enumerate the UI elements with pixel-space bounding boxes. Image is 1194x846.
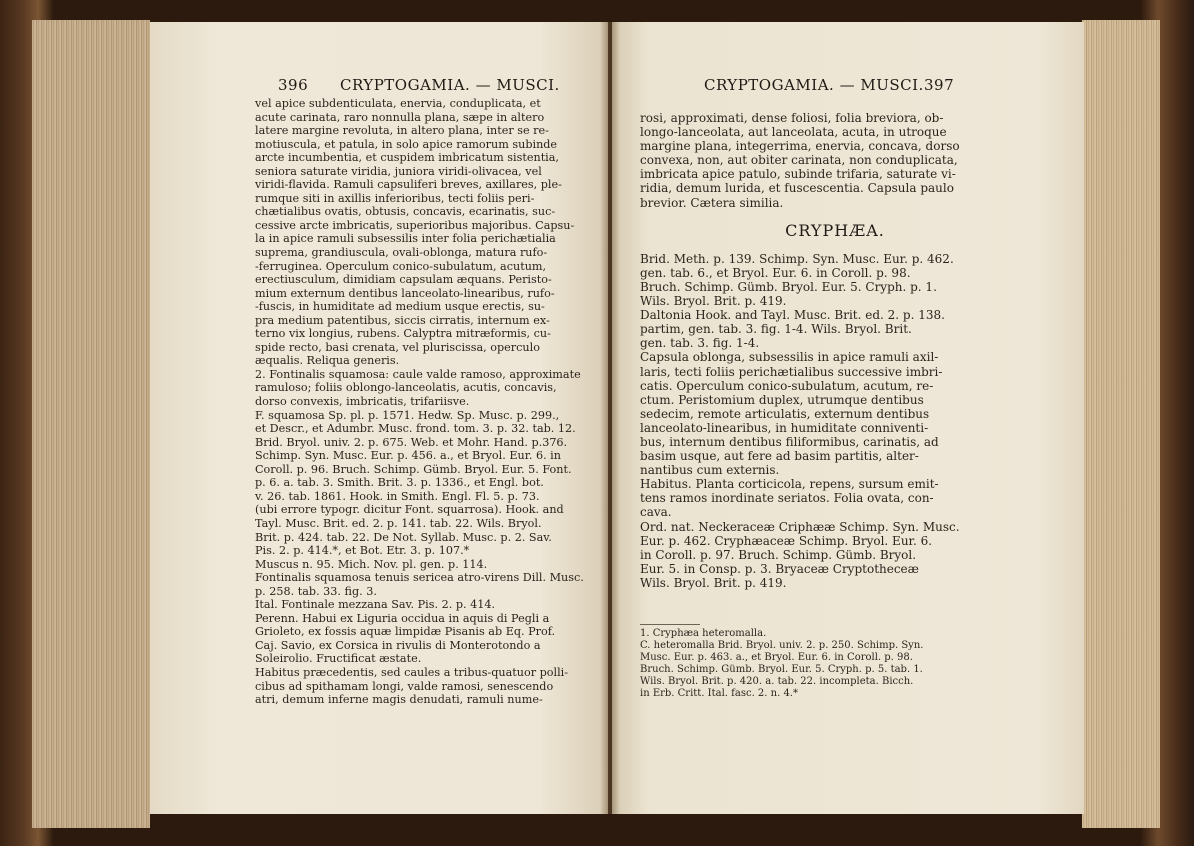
running-head-left: CRYPTOGAMIA. — MUSCI.	[340, 76, 560, 94]
page-number-left: 396	[278, 76, 309, 94]
text-line: Tayl. Musc. Brit. ed. 2. p. 141. tab. 22. Wils. Bryol.	[255, 516, 542, 530]
text-line: (ubi errore typogr. dicitur Font. squarrosa). Hook. and	[255, 503, 564, 517]
text-line: cava.	[640, 505, 672, 520]
text-line: viridi-flavida. Ramuli capsuliferi breves, axillares, ple-	[255, 178, 562, 192]
text-line: chætialibus ovatis, obtusis, concavis, ecarinatis, suc-	[255, 205, 556, 219]
text-line: -fuscis, in humiditate ad medium usque erectis, su-	[255, 300, 545, 314]
text-line: gen. tab. 3. fig. 1-4.	[640, 336, 760, 351]
text-line: ramuloso; foliis oblongo-lanceolatis, acutis, concavis,	[255, 381, 557, 395]
text-line: Soleirolio. Fructificat æstate.	[255, 652, 422, 666]
text-line: Ord. nat. Neckeraceæ Criphææ Schimp. Syn. Musc.	[640, 519, 960, 534]
text-line: p. 6. a. tab. 3. Smith. Brit. 3. p. 1336., et Engl. bot.	[255, 476, 544, 490]
section-title: CRYPHÆA.	[785, 220, 885, 240]
text-line: Daltonia Hook. and Tayl. Musc. Brit. ed. 2. p. 138.	[640, 308, 945, 323]
text-line: la in apice ramuli subsessilis inter folia perichætialia	[255, 232, 556, 246]
text-line: sedecim, remote articulatis, externum dentibus	[640, 406, 930, 421]
text-line: laris, tecti foliis perichætialibus successive imbri-	[640, 364, 943, 379]
right-page	[612, 22, 1084, 814]
running-head-right: CRYPTOGAMIA. — MUSCI.	[704, 76, 924, 94]
text-line: Brid. Bryol. univ. 2. p. 675. Web. et Mohr. Hand. p.376.	[255, 435, 568, 449]
left-page	[150, 22, 608, 814]
text-line: v. 26. tab. 1861. Hook. in Smith. Engl. Fl. 5. p. 73.	[255, 489, 540, 503]
text-line: vel apice subdenticulata, enervia, conduplicata, et	[255, 97, 541, 110]
text-line: Eur. 5. in Consp. p. 3. Bryaceæ Cryptotheceæ	[640, 561, 919, 576]
text-line: Ital. Fontinale mezzana Sav. Pis. 2. p. 414.	[255, 598, 495, 612]
text-line: et Descr., et Adumbr. Musc. frond. tom. 3. p. 32. tab. 12.	[255, 422, 576, 436]
text-line: rumque siti in axillis inferioribus, tecti foliis peri-	[255, 191, 535, 205]
text-line: latere margine revoluta, in altero plana, inter se re-	[255, 124, 549, 138]
text-line: in Erb. Critt. Ital. fasc. 2. n. 4.*	[640, 688, 798, 699]
text-line: Muscus n. 95. Mich. Nov. pl. gen. p. 114.	[255, 557, 488, 571]
text-line: nantibus cum externis.	[640, 463, 780, 478]
text-line: Pis. 2. p. 414.*, et Bot. Etr. 3. p. 107.*	[255, 544, 470, 558]
text-line: convexa, non, aut obiter carinata, non conduplicata,	[640, 153, 958, 168]
text-line: Habitus præcedentis, sed caules a tribus-quatuor polli-	[255, 665, 569, 679]
text-line: imbricata apice patulo, subinde trifaria, saturate vi-	[640, 167, 956, 182]
text-line: erectiusculum, dimidiam capsulam æquans. Peristo-	[255, 273, 552, 287]
text-line: motiuscula, et patula, in solo apice ramorum subinde	[255, 137, 558, 151]
left-page-text	[255, 97, 595, 707]
text-line: Musc. Eur. p. 463. a., et Bryol. Eur. 6. in Coroll. p. 98.	[640, 652, 913, 663]
footnote	[640, 628, 1040, 700]
page-edges-left	[32, 20, 150, 828]
text-line: æqualis. Reliqua generis.	[255, 354, 400, 368]
text-line: Perenn. Habui ex Liguria occidua in aquis di Pegli a	[255, 611, 550, 625]
text-line: -ferruginea. Operculum conico-subulatum, acutum,	[255, 259, 547, 273]
text-line: C. heteromalla Brid. Bryol. univ. 2. p. 250. Schimp. Syn.	[640, 640, 924, 651]
text-line: brevior. Cætera similia.	[640, 195, 784, 210]
text-line: Brit. p. 424. tab. 22. De Not. Syllab. Musc. p. 2. Sav.	[255, 530, 552, 544]
text-line: longo-lanceolata, aut lanceolata, acuta, in utroque	[640, 125, 947, 140]
page-number-right: 397	[924, 76, 955, 94]
text-line: Bruch. Schimp. Gümb. Bryol. Eur. 5. Cryph. p. 5. tab. 1.	[640, 664, 923, 675]
text-line: partim, gen. tab. 3. fig. 1-4. Wils. Bryol. Brit.	[640, 322, 912, 337]
text-line: cessive arcte imbricatis, superioribus majoribus. Capsu-	[255, 218, 575, 232]
text-line: Bruch. Schimp. Gümb. Bryol. Eur. 5. Cryph. p. 1.	[640, 279, 937, 294]
text-line: seniora saturate viridia, juniora viridi-olivacea, vel	[255, 164, 542, 178]
text-line: basim usque, aut fere ad basim partitis, alter-	[640, 449, 919, 464]
text-line: gen. tab. 6., et Bryol. Eur. 6. in Coroll. p. 98.	[640, 265, 911, 280]
text-line: Grioleto, ex fossis aquæ limpidæ Pisanis ab Eq. Prof.	[255, 625, 556, 639]
text-line: ctum. Peristomium duplex, utrumque dentibus	[640, 392, 924, 407]
text-line: rosi, approximati, dense foliosi, folia breviora, ob-	[640, 111, 944, 125]
text-line: terno vix longius, rubens. Calyptra mitræformis, cu-	[255, 327, 551, 341]
text-line: acute carinata, raro nonnulla plana, sæpe in altero	[255, 110, 545, 124]
text-line: Wils. Bryol. Brit. p. 419.	[640, 575, 787, 590]
text-line: cibus ad spithamam longi, valde ramosi, senescendo	[255, 679, 554, 693]
text-line: lanceolato-linearibus, in humiditate conniventi-	[640, 420, 929, 435]
text-line: F. squamosa Sp. pl. p. 1571. Hedw. Sp. Musc. p. 299.,	[255, 408, 560, 422]
text-line: 2. Fontinalis squamosa: caule valde ramoso, approximate	[255, 367, 581, 381]
text-line: suprema, grandiuscula, ovali-oblonga, matura rufo-	[255, 246, 548, 260]
text-line: Coroll. p. 96. Bruch. Schimp. Gümb. Bryol. Eur. 5. Font.	[255, 462, 572, 476]
text-line: 1. Cryphæa heteromalla.	[640, 628, 767, 639]
text-line: margine plana, integerrima, enervia, concava, dorso	[640, 139, 960, 154]
text-line: in Coroll. p. 97. Bruch. Schimp. Gümb. Bryol.	[640, 547, 917, 562]
footnote-rule	[640, 624, 700, 625]
text-line: spide recto, basi crenata, vel pluriscissa, operculo	[255, 340, 540, 354]
book-gutter	[600, 22, 620, 814]
text-line: Fontinalis squamosa tenuis sericea atro-virens Dill. Musc.	[255, 571, 584, 585]
text-line: Caj. Savio, ex Corsica in rivulis di Monterotondo a	[255, 638, 541, 652]
text-line: ridia, demum lurida, et fuscescentia. Capsula paulo	[640, 181, 954, 196]
text-line: bus, internum dentibus filiformibus, carinatis, ad	[640, 434, 939, 449]
text-line: tens ramos inordinate seriatos. Folia ovata, con-	[640, 491, 934, 506]
text-line: p. 258. tab. 33. fig. 3.	[255, 584, 377, 598]
page-edges-right	[1082, 20, 1160, 828]
text-line: Wils. Bryol. Brit. p. 419.	[640, 294, 787, 309]
text-line: Habitus. Planta corticicola, repens, sursum emit-	[640, 477, 939, 492]
text-line: Eur. p. 462. Cryphæaceæ Schimp. Bryol. Eur. 6.	[640, 533, 933, 548]
text-line: Capsula oblonga, subsessilis in apice ramuli axil-	[640, 350, 939, 365]
text-line: Wils. Bryol. Brit. p. 420. a. tab. 22. incompleta. Bicch.	[640, 676, 914, 687]
text-line: arcte incumbentia, et cuspidem imbricatum sistentia,	[255, 151, 559, 165]
text-line: atri, demum inferne magis denudati, ramuli nume-	[255, 693, 543, 707]
text-line: catis. Operculum conico-subulatum, acutum, re-	[640, 378, 934, 393]
text-line: Schimp. Syn. Musc. Eur. p. 456. a., et Bryol. Eur. 6. in	[255, 449, 561, 463]
text-line: pra medium patentibus, siccis cirratis, internum ex-	[255, 313, 550, 327]
right-page-text	[640, 111, 1030, 590]
text-line: Brid. Meth. p. 139. Schimp. Syn. Musc. Eur. p. 462.	[640, 251, 954, 266]
text-line: mium externum dentibus lanceolato-linearibus, rufo-	[255, 286, 555, 300]
text-line: dorso convexis, imbricatis, trifariisve.	[255, 395, 470, 409]
